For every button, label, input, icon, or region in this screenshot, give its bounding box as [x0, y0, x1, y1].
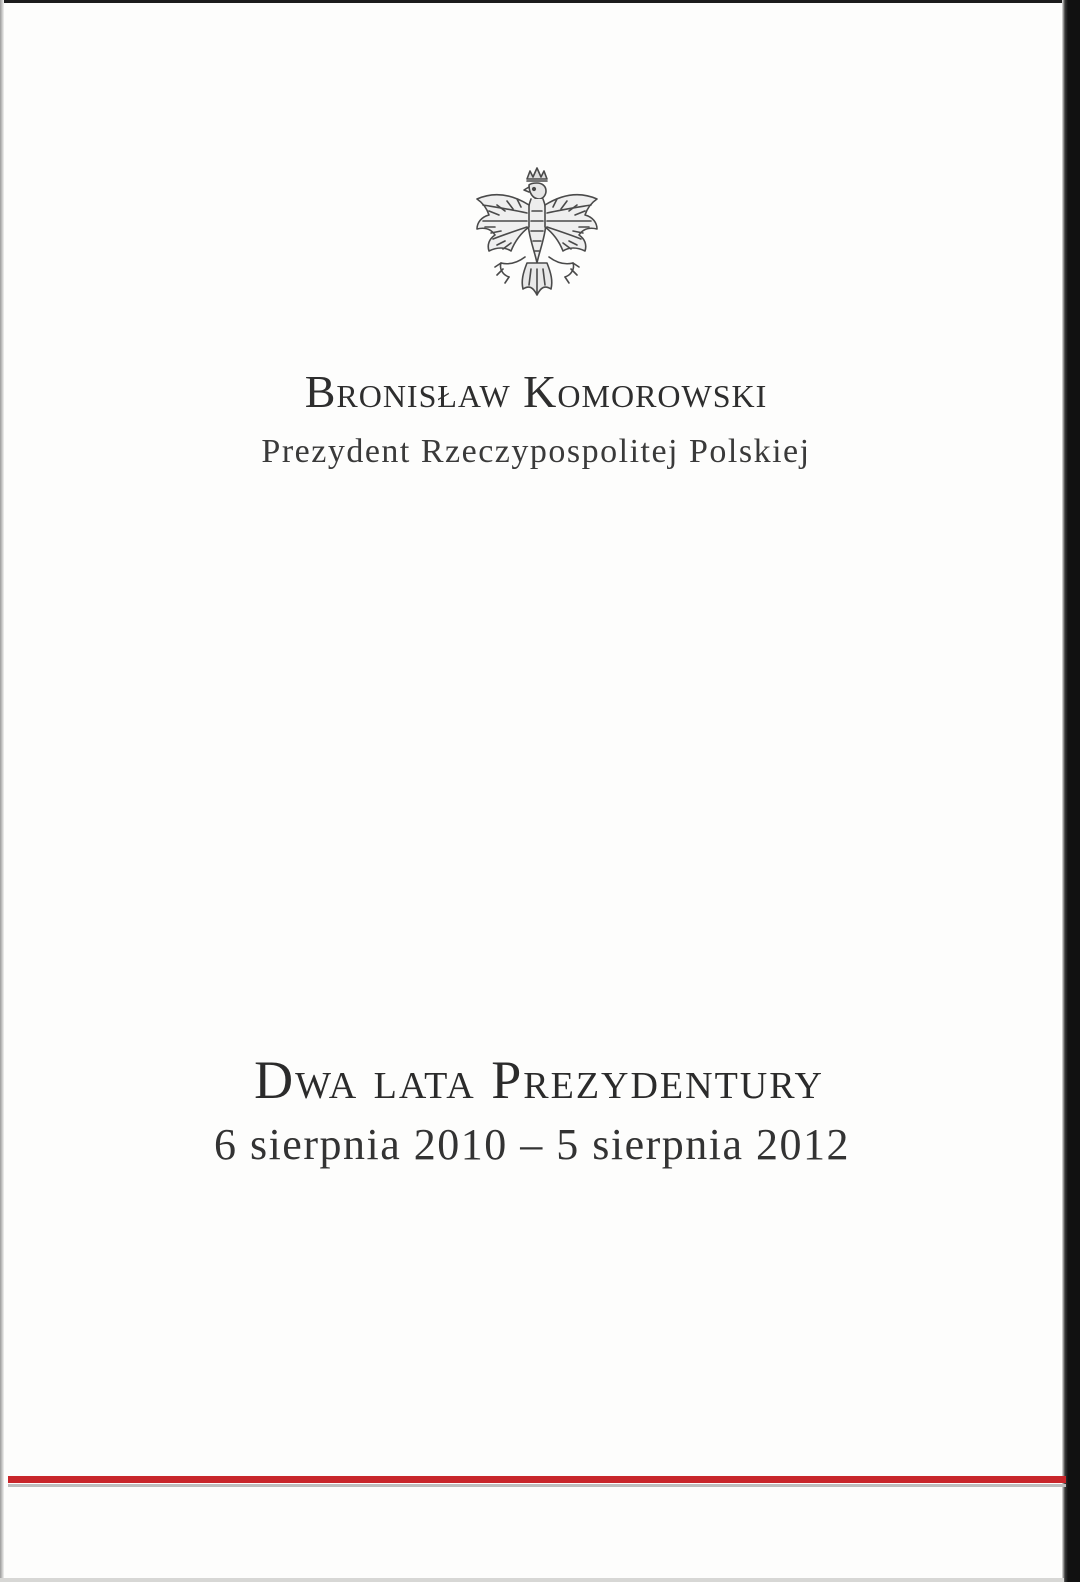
author-role: Prezydent Rzeczypospolitej Polskiej — [261, 433, 811, 470]
polish-white-eagle-icon — [469, 165, 605, 307]
scan-edge-top — [0, 0, 1064, 3]
gray-stripe — [8, 1484, 1066, 1487]
scan-edge-right — [1062, 0, 1080, 1582]
book-title: Dwa lata Prezydentury — [254, 1050, 824, 1110]
scan-edge-bottom — [0, 1578, 1064, 1582]
red-stripe — [8, 1476, 1066, 1483]
author-name: Bronisław Komorowski — [304, 366, 768, 417]
scan-edge-left — [0, 0, 4, 1582]
date-range: 6 sierpnia 2010 – 5 sierpnia 2012 — [213, 1120, 851, 1169]
